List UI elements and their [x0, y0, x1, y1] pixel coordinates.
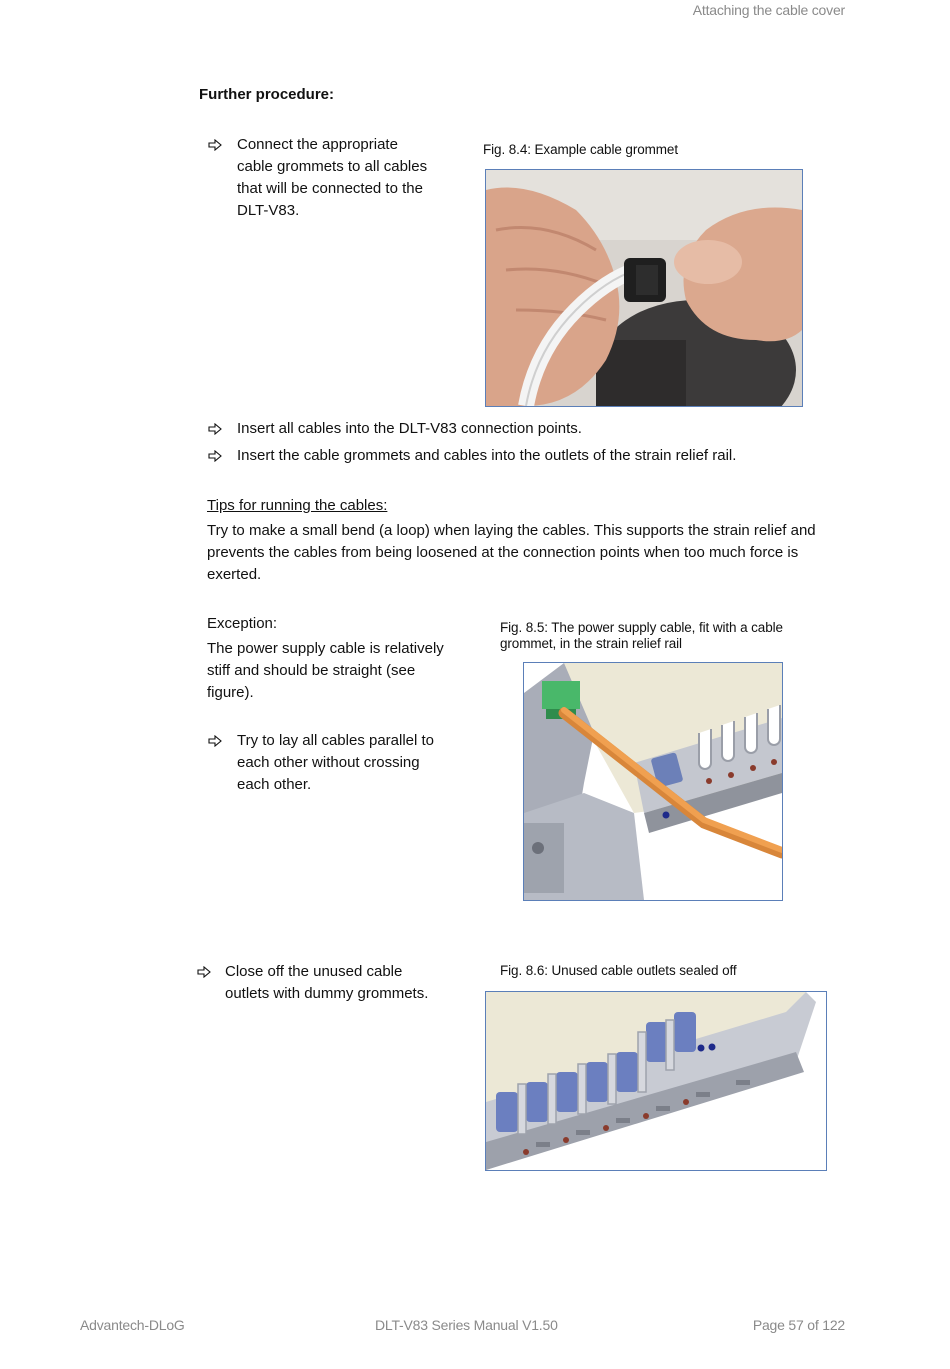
hollow-right-arrow-icon — [208, 735, 222, 747]
step-line: cable grommets to all cables — [237, 158, 428, 175]
hollow-right-arrow-icon — [208, 450, 222, 462]
tips-line: prevents the cables from being loosened at the connection points when too much force is — [207, 544, 799, 561]
step-line: Close off the unused cable — [225, 963, 403, 980]
figure-caption-8-4: Fig. 8.4: Example cable grommet — [483, 142, 678, 157]
exception-line: stiff and should be straight (see — [207, 662, 416, 679]
exception-line: The power supply cable is relatively — [207, 640, 444, 657]
step-line: Try to lay all cables parallel to — [237, 732, 435, 749]
caption-line: Fig. 8.5: The power supply cable, fit with a cable — [500, 620, 783, 635]
tips-line: exerted. — [207, 566, 262, 583]
caption-line: grommet, in the strain relief rail — [500, 636, 682, 651]
step-line: outlets with dummy grommets. — [225, 985, 429, 1002]
step-line: each other without crossing — [237, 754, 420, 771]
step-line: that will be connected to the — [237, 180, 423, 197]
power-cable-strain-relief-render — [523, 662, 783, 901]
step-insert-cables: Insert all cables into the DLT-V83 connection points. — [237, 420, 582, 437]
hollow-right-arrow-icon — [208, 423, 222, 435]
sealed-outlets-render — [485, 991, 827, 1171]
tips-line: Try to make a small bend (a loop) when laying the cables. This supports the strain relief and — [207, 522, 816, 539]
step-line: Connect the appropriate — [237, 136, 398, 153]
footer-manual-title: DLT-V83 Series Manual V1.50 — [375, 1317, 558, 1333]
step-insert-grommets: Insert the cable grommets and cables into the outlets of the strain relief rail. — [237, 447, 737, 464]
step-line: DLT-V83. — [237, 202, 300, 219]
figure-caption-8-6: Fig. 8.6: Unused cable outlets sealed off — [500, 963, 737, 978]
cable-grommet-photo — [485, 169, 803, 407]
footer-page-number: Page 57 of 122 — [752, 1317, 845, 1333]
step-close-unused-outlets — [225, 961, 428, 1005]
exception-line: figure). — [207, 684, 254, 701]
exception-title: Exception: — [207, 615, 278, 632]
step-connect-grommets — [237, 134, 427, 222]
page-heading: Further procedure: — [199, 86, 335, 103]
step-lay-parallel — [237, 730, 434, 796]
step-line: each other. — [237, 776, 312, 793]
figure-caption-8-5 — [500, 620, 783, 652]
hollow-right-arrow-icon — [208, 139, 222, 151]
exception-paragraph — [207, 638, 444, 704]
hollow-right-arrow-icon — [197, 966, 211, 978]
tips-paragraph — [207, 520, 816, 586]
header-section-title: Attaching the cable cover — [692, 2, 845, 18]
footer-company: Advantech-DLoG — [80, 1317, 185, 1333]
tips-title: Tips for running the cables: — [207, 497, 388, 514]
